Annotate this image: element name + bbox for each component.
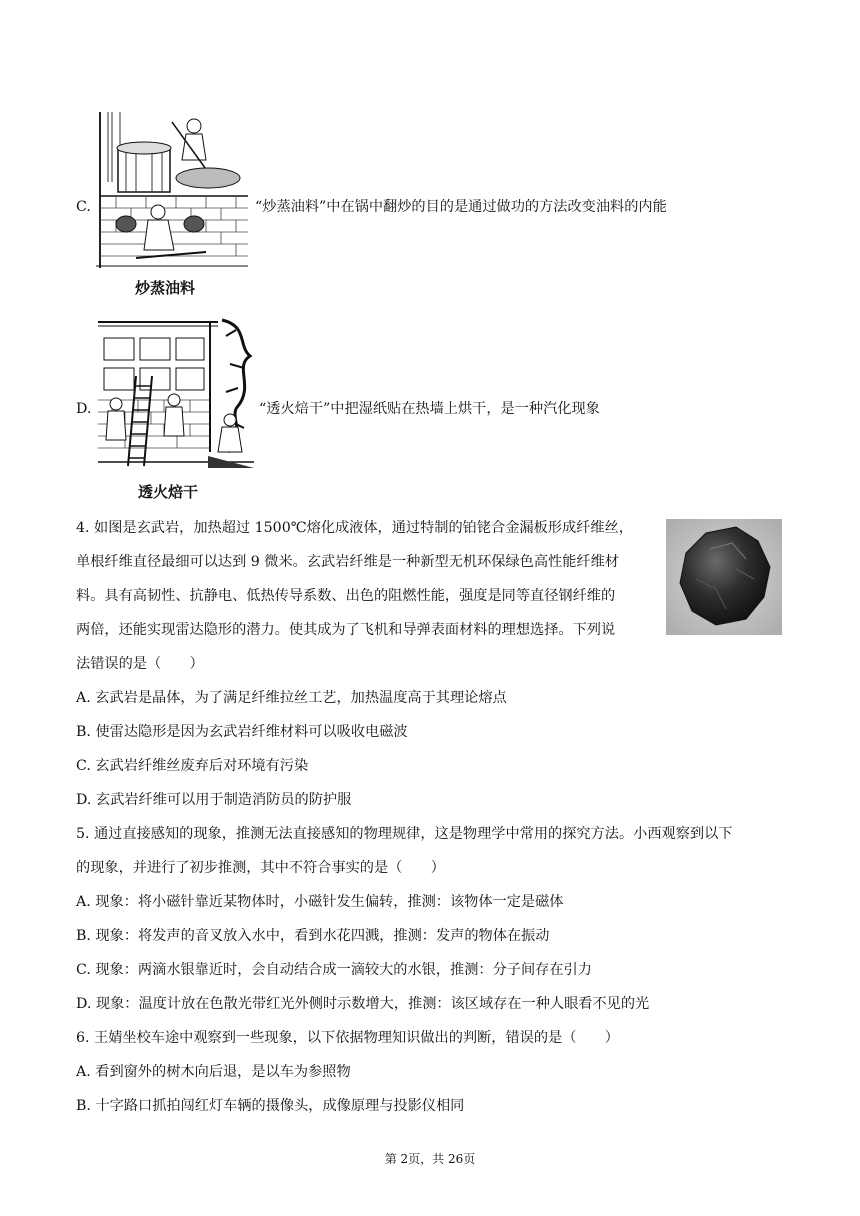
question-4-option-c: C. 玄武岩纤维丝废弃后对环境有污染	[76, 758, 309, 774]
question-5-option-b: B. 现象：将发声的音叉放入水中，看到水花四溅，推测：发声的物体在振动	[76, 928, 550, 944]
illustration-caption-c: 炒蒸油料	[135, 279, 196, 297]
question-4-stem-line: 单根纤维直径最细可以达到 9 微米。玄武岩纤维是一种新型无机环保绿色高性能纤维材	[76, 554, 619, 570]
question-5-stem-line: 的现象，并进行了初步推测，其中不符合事实的是（ ）	[76, 860, 445, 876]
question-6-option-b: B. 十字路口抓拍闯红灯车辆的摄像头，成像原理与投影仪相同	[76, 1098, 465, 1114]
question-5-option-d: D. 现象：温度计放在色散光带红光外侧时示数增大，推测：该区域存在一种人眼看不见的光	[76, 996, 650, 1012]
illustration-caption-d: 透火焙干	[138, 483, 199, 501]
option-d-label: D.	[76, 401, 92, 417]
question-4-option-b: B. 使雷达隐形是因为玄武岩纤维材料可以吸收电磁波	[76, 724, 408, 740]
illustration-drying-paper	[98, 316, 254, 472]
question-5-option-c: C. 现象：两滴水银靠近时，会自动结合成一滴较大的水银，推测：分子间存在引力	[76, 962, 592, 978]
illustration-stir-frying-oil	[96, 112, 248, 268]
page-number-footer: 第 2页，共 26页	[384, 1152, 476, 1166]
option-c-text: “炒蒸油料”中在锅中翻炒的目的是通过做功的方法改变油料的内能	[255, 199, 667, 215]
option-d-text: “透火焙干”中把湿纸贴在热墙上烘干，是一种汽化现象	[259, 401, 600, 417]
question-6-option-a: A. 看到窗外的树木向后退，是以车为参照物	[76, 1064, 351, 1080]
question-4-option-d: D. 玄武岩纤维可以用于制造消防员的防护服	[76, 792, 352, 808]
option-c-label: C.	[76, 199, 91, 215]
question-4-stem-line: 法错误的是（ ）	[76, 656, 204, 672]
question-5-stem-line: 5. 通过直接感知的现象，推测无法直接感知的物理规律，这是物理学中常用的探究方法。小西观察到以下	[76, 826, 733, 842]
question-4-stem-line: 料。具有高韧性、抗静电、低热传导系数、出色的阻燃性能，强度是同等直径钢纤维的	[76, 588, 616, 604]
basalt-rock-photo	[666, 519, 782, 635]
question-4-stem-line: 4. 如图是玄武岩，加热超过 1500℃熔化成液体，通过特制的铂铑合金漏板形成纤维丝，	[76, 520, 633, 536]
question-4-stem-line: 两倍，还能实现雷达隐形的潜力。使其成为了飞机和导弹表面材料的理想选择。下列说	[76, 622, 616, 638]
question-6-stem-line: 6. 王婧坐校车途中观察到一些现象，以下依据物理知识做出的判断，错误的是（ ）	[76, 1030, 619, 1046]
question-4-option-a: A. 玄武岩是晶体，为了满足纤维拉丝工艺，加热温度高于其理论熔点	[76, 690, 507, 706]
question-5-option-a: A. 现象：将小磁针靠近某物体时，小磁针发生偏转，推测：该物体一定是磁体	[76, 894, 564, 910]
